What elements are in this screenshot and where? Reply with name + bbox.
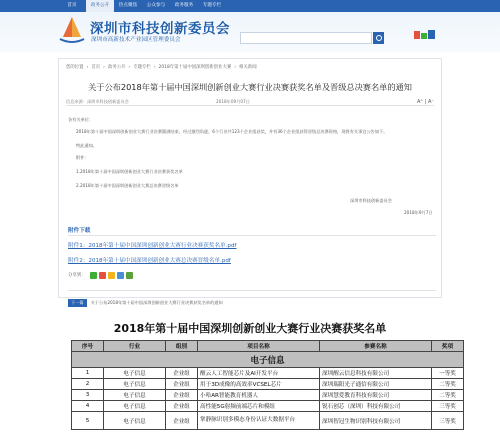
breadcrumb-separator: › (86, 65, 89, 70)
next-article-button[interactable]: 下一篇 (68, 299, 87, 307)
table-row (72, 401, 464, 412)
nav-item[interactable]: 首页 (67, 3, 77, 8)
table-cell: 4 (72, 401, 104, 412)
table-cell: 2 (72, 379, 104, 390)
table-cell: 深圳醒云信息科技有限公司 (320, 368, 432, 379)
table-title: 2018年第十届中国深圳创新创业大赛行业决赛获奖名单 (113, 322, 387, 335)
breadcrumb-separator: › (103, 65, 105, 70)
site-title: 深圳市科技创新委员会 (90, 21, 230, 37)
breadcrumb-separator: › (128, 65, 131, 70)
article-sign-date: 2018年9月7日 (404, 210, 433, 215)
table-cell: 深圳智冠生物识别科技有限公司 (320, 412, 432, 430)
next-article-link[interactable]: 关于公布2018年第十届中国深圳创新创业大赛行业决赛获奖名单的通知 (90, 300, 223, 305)
nav-item[interactable]: 专题专栏 (202, 3, 222, 8)
table-cell: 二等奖 (432, 390, 464, 401)
table-cell: 5 (72, 412, 104, 430)
table-cell: 锐石创芯（深圳）科技有限公司 (320, 401, 432, 412)
breadcrumb (66, 64, 257, 70)
table-row (72, 390, 464, 401)
article-title: 关于公布2018年第十届中国深圳创新创业大赛行业决赛获奖名单及晋级总决赛名单的通知 (88, 82, 412, 92)
table-cell: 企业组 (166, 390, 198, 401)
article-signature: 深圳市科技创新委员会 (350, 198, 392, 203)
section-label: 电子信息 (72, 352, 464, 368)
article-paragraph: 2018年第十届中国深圳创新创业大赛行业决赛圆满结束，经过激烈角逐，6个行业共123个企业组获奖，并有36个企业组获得晋级总决赛资格，现将有关事宜公告如下。 (76, 129, 388, 134)
breadcrumb-item: 您的位置 (66, 65, 84, 70)
attachment-link-1[interactable]: 附件1：2018年第十届中国深圳创新创业大赛行业决赛获奖名单.pdf (68, 243, 237, 249)
table-header-cell: 奖项 (432, 341, 464, 352)
breadcrumb-item[interactable]: 专题专栏 (133, 65, 151, 70)
table-cell: 企业组 (166, 401, 198, 412)
table-cell: 1 (72, 368, 104, 379)
section-row (72, 352, 464, 368)
table-cell: 掌静脉识别多模态身份认证大数据平台 (198, 412, 320, 430)
article-meta (66, 99, 434, 106)
table-row (72, 379, 464, 390)
table-header-cell: 组别 (166, 341, 198, 352)
breadcrumb-item[interactable]: 首页 (91, 65, 101, 70)
weibo-icon[interactable] (99, 272, 106, 279)
search-button[interactable] (373, 32, 384, 44)
table-cell: 深圳慧爱教育科技有限公司 (320, 390, 432, 401)
font-size-control[interactable]: A⁺ | A⁻ (417, 99, 434, 105)
sail-logo-icon (59, 15, 85, 45)
table-cell: 高性能5G射频前端芯片和模组 (198, 401, 320, 412)
article-source: 信息来源：深圳市科技创新委员会 (66, 99, 129, 104)
top-nav-bar (0, 0, 500, 12)
nav-item[interactable]: 公众参与 (146, 3, 166, 8)
divider (68, 235, 436, 236)
table-cell: 电子信息 (104, 379, 166, 390)
top-nav-menu (58, 0, 226, 12)
table-cell: 小哈AR智能教育机器人 (198, 390, 320, 401)
table-cell: 醒云人工智能芯片及AI开发平台 (198, 368, 320, 379)
next-article (68, 299, 223, 307)
table-cell: 深圳瑞阳光子通信有限公司 (320, 379, 432, 390)
table-cell: 3 (72, 390, 104, 401)
table-cell: 企业组 (166, 379, 198, 390)
table-header-row (72, 341, 464, 352)
attachment-line-2: 2.2018年第十届中国深圳创新创业大赛总决赛晋级名单 (76, 183, 179, 188)
table-header-cell: 项目名称 (198, 341, 320, 352)
divider (68, 290, 436, 291)
table-header-cell: 参赛名称 (320, 341, 432, 352)
table-cell: 企业组 (166, 368, 198, 379)
table-cell: 三等奖 (432, 412, 464, 430)
table-row (72, 412, 464, 430)
table-cell: 电子信息 (104, 390, 166, 401)
breadcrumb-item[interactable]: 政务公开 (107, 65, 126, 70)
site-header (0, 12, 500, 52)
attachments-label: 附件： (76, 155, 89, 160)
table-cell: 一等奖 (432, 368, 464, 379)
nav-item[interactable]: 政务公开 (86, 0, 114, 12)
attachment-link-2[interactable]: 附件2：2018年第十届中国深圳创新创业大赛总决赛晋级名单.pdf (68, 258, 231, 264)
more-icon[interactable] (126, 272, 133, 279)
article-closing: 特此通知。 (76, 143, 97, 148)
share-bar (68, 271, 135, 279)
breadcrumb-separator: › (234, 65, 237, 70)
article-greeting: 各有关单位： (68, 117, 94, 122)
table-cell: 企业组 (166, 412, 198, 430)
nav-item[interactable]: 热点聚焦 (118, 3, 138, 8)
table-cell: 电子信息 (104, 412, 166, 430)
attachment-line-1: 1.2018年第十届中国深圳创新创业大赛行业决赛获奖名单 (76, 169, 183, 174)
table-cell: 二等奖 (432, 379, 464, 390)
article-date: 2018年09月07日 (216, 99, 250, 104)
table-body (72, 352, 464, 430)
breadcrumb-separator: › (153, 65, 156, 70)
search-input[interactable] (240, 32, 372, 44)
wechat-icon[interactable] (90, 272, 97, 279)
tencent-weibo-icon[interactable] (117, 272, 124, 279)
table-row (72, 368, 464, 379)
award-table (71, 340, 464, 430)
table-cell: 三等奖 (432, 401, 464, 412)
attachments-title: 附件下载 (68, 228, 91, 234)
table-cell: 电子信息 (104, 368, 166, 379)
qzone-icon[interactable] (108, 272, 115, 279)
breadcrumb-item[interactable]: 2018年第十届中国深圳创新创业大赛 (158, 65, 232, 70)
table-header-cell: 序号 (72, 341, 104, 352)
breadcrumb-item[interactable]: 相关新闻 (239, 65, 257, 70)
share-label: 分享到： (68, 273, 86, 278)
shenzhen-logo-icon (412, 28, 438, 42)
table-cell: 电子信息 (104, 401, 166, 412)
table-cell: 用于3D成像的高效率VCSEL芯片 (198, 379, 320, 390)
site-subtitle: 深圳市高新技术产业园区管理委员会 (91, 37, 181, 43)
table-header-cell: 行业 (104, 341, 166, 352)
nav-item[interactable]: 政务服务 (174, 3, 194, 8)
